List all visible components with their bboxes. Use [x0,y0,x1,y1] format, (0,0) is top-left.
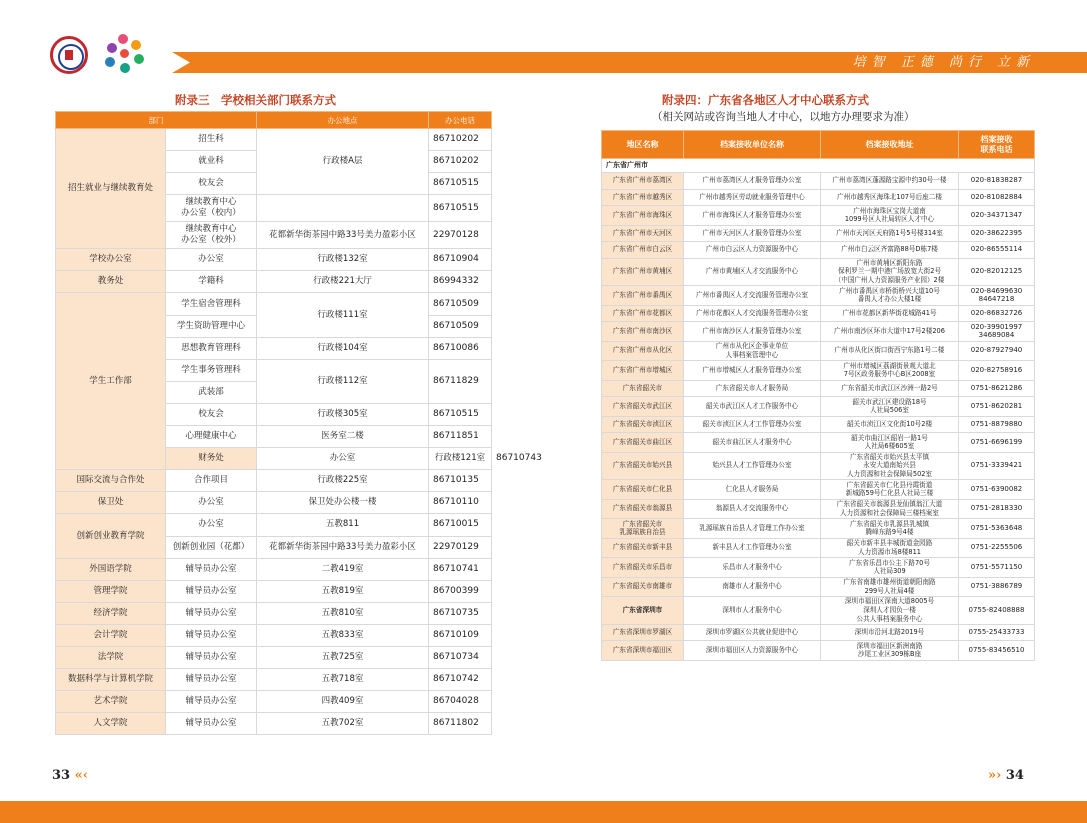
unit-cell: 新丰县人才工作管理办公室 [684,538,821,558]
unit-cell: 乐昌市人才服务中心 [684,558,821,578]
unit-cell: 韶关市武江区人才工作服务中心 [684,397,821,417]
phone-cell: 86704028 [429,691,492,713]
subdept-cell: 办公室 [166,249,257,271]
address-cell: 广州市荔湾区蓬源路宝源中约30号一楼 [821,173,959,190]
appendix3-title: 附录三 学校相关部门联系方式 [175,93,336,107]
unit-cell: 广州市越秀区劳动就业服务管理中心 [684,189,821,206]
address-cell: 广东省南雄市雄州街道朝阳南路 299号人社局4楼 [821,577,959,597]
unit-cell: 广州市从化区企事业单位 人事档案管理中心 [684,341,821,361]
phone-cell: 86710110 [429,492,492,514]
header-phone: 办公电话 [429,112,492,129]
location-cell: 二教419室 [257,558,429,580]
region-cell: 广东省韶关市新丰县 [602,538,684,558]
phone-cell: 22970129 [429,536,492,558]
unit-cell: 广州市海珠区人才服务管理办公室 [684,206,821,226]
phone-cell: 86710515 [429,195,492,222]
phone-cell: 0751-8621286 [959,380,1035,397]
table-row [602,322,1035,342]
dept-cell: 招生就业与继续教育处 [56,129,166,249]
header-dept: 部门 [56,112,257,129]
location-cell: 行政楼104室 [257,337,429,359]
subdept-cell: 就业科 [166,151,257,173]
dept-cell: 学生工作部 [56,293,166,470]
region-cell: 广东省韶关市乐昌市 [602,558,684,578]
address-cell: 广州市花都区新华街花城路41号 [821,305,959,322]
table-row [56,624,492,646]
subdept-cell: 心理健康中心 [166,426,257,448]
region-cell: 广东省深圳市福田区 [602,641,684,661]
unit-cell: 深圳市福田区人力资源服务中心 [684,641,821,661]
table-row [56,492,492,514]
phone-cell: 0755-82408888 [959,597,1035,625]
table-row [56,669,492,691]
dept-cell: 财务处 [166,448,257,470]
region-cell: 广东省广州市增城区 [602,361,684,381]
dept-cell: 数据科学与计算机学院 [56,669,166,691]
region-cell: 广东省韶关市南雄市 [602,577,684,597]
phone-cell: 86710202 [429,151,492,173]
table-row [602,206,1035,226]
address-cell: 广州市增城区荔湖街景观大道北 7号区政务服务中心B区2008室 [821,361,959,381]
location-cell: 保卫处办公楼一楼 [257,492,429,514]
table-row [56,129,492,151]
region-cell: 广东省韶关市 乳源瑶族自治县 [602,519,684,539]
region-cell: 广东省广州市从化区 [602,341,684,361]
colorful-people-logo [104,34,146,76]
phone-cell: 0751-5363648 [959,519,1035,539]
subdept-cell: 武装部 [166,381,257,403]
address-cell: 深圳市福田区深南大道8005号 深圳人才园负一楼 公共人事档案服务中心 [821,597,959,625]
table-row [602,577,1035,597]
region-cell: 广东省韶关市仁化县 [602,480,684,500]
table-row [602,242,1035,259]
region-cell: 广东省韶关市武江区 [602,397,684,417]
group-row [602,159,1035,173]
table-row [56,602,492,624]
unit-cell: 广州市荔湾区人才服务管理办公室 [684,173,821,190]
region-cell: 广东省广州市越秀区 [602,189,684,206]
subdept-cell: 办公室 [166,492,257,514]
header-address: 档案接收地址 [821,131,959,159]
table-row [602,433,1035,453]
phone-cell: 86710509 [429,315,492,337]
location-cell: 花都新华街茶园中路33号美力盈彩小区 [257,222,429,249]
subdept-cell: 思想教育管理科 [166,337,257,359]
phone-cell: 86710509 [429,293,492,315]
location-cell: 五教810室 [257,602,429,624]
address-cell: 广州市越秀区海珠北107号后座二楼 [821,189,959,206]
table-row [56,580,492,602]
table-row [56,293,492,315]
group-label: 广东省广州市 [602,159,1035,173]
phone-cell: 020-81838287 [959,173,1035,190]
unit-cell: 始兴县人才工作管理办公室 [684,452,821,480]
unit-cell: 韶关市浈江区人才工作管理办公室 [684,416,821,433]
table-row [602,286,1035,306]
phone-cell: 0751-6696199 [959,433,1035,453]
unit-cell: 翁源县人才交流服务中心 [684,499,821,519]
header-unit: 档案接收单位名称 [684,131,821,159]
department-contacts-table [55,111,542,735]
school-motto: 培智 正德 尚行 立新 [852,55,1035,70]
dept-cell: 学校办公室 [56,249,166,271]
address-cell: 深圳市沿河北路2019号 [821,624,959,641]
phone-cell: 22970128 [429,222,492,249]
table-row [602,519,1035,539]
region-cell: 广东省广州市南沙区 [602,322,684,342]
table-row [602,558,1035,578]
right-page-number-text: 34 [1005,768,1024,783]
phone-cell: 86710109 [429,624,492,646]
phone-cell: 020-82758916 [959,361,1035,381]
address-cell: 韶关市武江区建设路18号 人社局506室 [821,397,959,417]
phone-cell: 86710735 [429,602,492,624]
subdept-cell: 辅导员办公室 [166,580,257,602]
table-header-row [56,112,492,129]
header-contact: 档案接收 联系电话 [959,131,1035,159]
address-cell: 深圳市福田区新洲南路 沙尾工业区309栋B座 [821,641,959,661]
phone-cell: 0751-5571150 [959,558,1035,578]
phone-cell: 86710202 [429,129,492,151]
location-cell: 五教702室 [257,713,429,735]
address-cell: 韶关市新丰县丰城街道金园路 人力资源市场8楼811 [821,538,959,558]
subdept-cell: 辅导员办公室 [166,646,257,668]
unit-cell: 仁化县人才服务局 [684,480,821,500]
phone-cell: 86711802 [429,713,492,735]
table-row [56,470,492,492]
unit-cell: 广州市增城区人才服务管理办公室 [684,361,821,381]
table-row [56,249,492,271]
table-row [602,499,1035,519]
unit-cell: 广州市白云区人力资源服务中心 [684,242,821,259]
phone-cell: 0751-3339421 [959,452,1035,480]
right-chevron-icon: »› [988,768,1002,783]
address-cell: 韶关市浈江区文化街10号2楼 [821,416,959,433]
footer-orange-bar [0,801,1087,823]
location-cell: 五教819室 [257,580,429,602]
table-row [602,361,1035,381]
subdept-cell: 合作项目 [166,470,257,492]
location-cell: 四教409室 [257,691,429,713]
address-cell: 广州市天河区天府路1号5号楼314室 [821,225,959,242]
table-row [602,416,1035,433]
address-cell: 广州市南沙区环市大道中17号2楼206 [821,322,959,342]
unit-cell: 乳源瑶族自治县人才管理工作办公室 [684,519,821,539]
subdept-cell: 招生科 [166,129,257,151]
location-cell: 五教718室 [257,669,429,691]
region-cell: 广东省深圳市罗湖区 [602,624,684,641]
phone-cell: 020-87927940 [959,341,1035,361]
subdept-cell: 继续教育中心 办公室（校外） [166,222,257,249]
table-row [602,397,1035,417]
table-row [602,538,1035,558]
address-cell: 韶关市曲江区韶岩一路1号 人社局6楼605室 [821,433,959,453]
region-cell: 广东省广州市黄埔区 [602,258,684,286]
left-page-number-text: 33 [52,768,71,783]
subdept-cell: 办公室 [166,514,257,536]
unit-cell: 广州市花都区人才交流服务管理办公室 [684,305,821,322]
table-row [56,713,492,735]
dept-cell: 人文学院 [56,713,166,735]
region-cell: 广东省韶关市 [602,380,684,397]
region-cell: 广东省深圳市 [602,597,684,625]
phone-cell: 0751-3886789 [959,577,1035,597]
phone-cell: 86710904 [429,249,492,271]
subdept-cell: 学籍科 [166,271,257,293]
dept-cell: 教务处 [56,271,166,293]
dept-cell: 创新创业教育学院 [56,514,166,558]
dept-cell: 外国语学院 [56,558,166,580]
dept-cell: 经济学院 [56,602,166,624]
region-cell: 广东省韶关市翁源县 [602,499,684,519]
phone-cell: 020-86832726 [959,305,1035,322]
table-row [602,641,1035,661]
phone-cell: 86710515 [429,173,492,195]
phone-cell: 86711829 [429,359,492,403]
unit-cell: 深圳市罗湖区公共就业促进中心 [684,624,821,641]
phone-cell: 020-39901997 34689084 [959,322,1035,342]
table-row [56,646,492,668]
phone-cell: 0751-2255506 [959,538,1035,558]
table-row [602,305,1035,322]
university-seal-logo [50,36,88,74]
phone-cell: 0751-8620281 [959,397,1035,417]
page-header [0,0,1087,86]
dept-cell: 艺术学院 [56,691,166,713]
talent-center-contacts-table [601,130,1035,661]
phone-cell: 020-38622395 [959,225,1035,242]
location-cell: 行政楼132室 [257,249,429,271]
table-row [602,341,1035,361]
location-cell: 五教811 [257,514,429,536]
address-cell: 广州市白云区齐富路88号D栋7楼 [821,242,959,259]
address-cell: 广州市黄埔区新阳东路 保利罗兰一期中港广场放宽大街2号 （中国广州人力资源服务产业园）2楼 [821,258,959,286]
phone-cell: 86710515 [429,403,492,425]
subdept-cell: 办公室 [257,448,429,470]
location-cell: 花都新华街茶园中路33号美力盈彩小区 [257,536,429,558]
subdept-cell: 辅导员办公室 [166,691,257,713]
phone-cell: 0755-83456510 [959,641,1035,661]
subdept-cell: 学生资助管理中心 [166,315,257,337]
address-cell: 广东省韶关市翁源县龙仙镇翁江大道 人力资源和社会保障局三楼档案室 [821,499,959,519]
address-cell: 广州市番禺区市桥街桥兴大道10号 番禺人才办公大楼1楼 [821,286,959,306]
table-row [602,452,1035,480]
location-cell: 五教725室 [257,646,429,668]
table-row [56,271,492,293]
table-row [602,173,1035,190]
table-row [602,624,1035,641]
unit-cell: 广州市天河区人才服务管理办公室 [684,225,821,242]
location-cell: 行政楼121室 [429,448,492,470]
phone-cell: 86710135 [429,470,492,492]
region-cell: 广东省广州市荔湾区 [602,173,684,190]
table-row [602,480,1035,500]
subdept-cell: 创新创业园（花都） [166,536,257,558]
location-cell: 五教833室 [257,624,429,646]
region-cell: 广东省韶关市曲江区 [602,433,684,453]
table-row [56,691,492,713]
phone-cell: 0751-6390082 [959,480,1035,500]
table-row [602,258,1035,286]
region-cell: 广东省广州市白云区 [602,242,684,259]
dept-cell: 国际交流与合作处 [56,470,166,492]
dept-cell: 会计学院 [56,624,166,646]
table-row [602,597,1035,625]
table-row [56,514,492,536]
phone-cell: 020-34371347 [959,206,1035,226]
dept-cell: 保卫处 [56,492,166,514]
appendix4-title: 附录四：广东省各地区人才中心联系方式 [662,93,869,107]
table-row [602,189,1035,206]
phone-cell: 0751-2818330 [959,499,1035,519]
subdept-cell: 辅导员办公室 [166,602,257,624]
location-cell: 行政楼112室 [257,359,429,403]
unit-cell: 广州市黄埔区人才交流服务中心 [684,258,821,286]
location-cell [257,195,429,222]
right-page-number [988,768,1024,783]
address-cell: 广东省韶关市乳源县乳城镇 腾峰东路9号4楼 [821,519,959,539]
address-cell: 广州市海珠区宝岗大道南 1099号区人社局转区人才中心 [821,206,959,226]
subdept-cell: 学生事务管理科 [166,359,257,381]
location-cell: 行政楼221大厅 [257,271,429,293]
region-cell: 广东省广州市天河区 [602,225,684,242]
left-page-number [52,768,88,783]
unit-cell: 广州市南沙区人才服务管理办公室 [684,322,821,342]
table-row: 财务处 办公室 行政楼121室 86710743 [56,448,492,470]
location-cell: 行政楼225室 [257,470,429,492]
table-row [602,380,1035,397]
header-region: 地区名称 [602,131,684,159]
phone-cell: 0755-25433733 [959,624,1035,641]
region-cell: 广东省广州市海珠区 [602,206,684,226]
subdept-cell: 辅导员办公室 [166,669,257,691]
location-cell: 行政楼305室 [257,403,429,425]
unit-cell: 韶关市曲江区人才服务中心 [684,433,821,453]
dept-cell: 法学院 [56,646,166,668]
unit-cell: 广州市番禺区人才交流服务管理办公室 [684,286,821,306]
phone-cell: 86994332 [429,271,492,293]
region-cell: 广东省广州市番禺区 [602,286,684,306]
phone-cell: 86710015 [429,514,492,536]
subdept-cell: 辅导员办公室 [166,713,257,735]
location-cell: 行政楼A层 [257,129,429,195]
address-cell: 广州市从化区街口街西宁东路1号二楼 [821,341,959,361]
subdept-cell: 继续教育中心 办公室（校内） [166,195,257,222]
phone-cell: 86710742 [429,669,492,691]
phone-cell: 020-84699630 84647218 [959,286,1035,306]
unit-cell: 南雄市人才服务中心 [684,577,821,597]
phone-cell: 86711851 [429,426,492,448]
address-cell: 广东省韶关市武江区沙洲一路2号 [821,380,959,397]
address-cell: 广东省韶关市始兴县太平镇 永安大道南始兴县 人力资源和社会保障局502室 [821,452,959,480]
subdept-cell: 辅导员办公室 [166,558,257,580]
unit-cell: 广东省韶关市人才服务局 [684,380,821,397]
table-row [602,225,1035,242]
table-row [56,558,492,580]
unit-cell: 深圳市人才服务中心 [684,597,821,625]
subdept-cell: 辅导员办公室 [166,624,257,646]
phone-cell: 020-81082884 [959,189,1035,206]
phone-cell: 86710086 [429,337,492,359]
phone-cell: 020-86555114 [959,242,1035,259]
header-location: 办公地点 [257,112,429,129]
region-cell: 广东省韶关市浈江区 [602,416,684,433]
phone-cell: 020-82012125 [959,258,1035,286]
phone-cell: 86710741 [429,558,492,580]
phone-cell: 0751-8879880 [959,416,1035,433]
region-cell: 广东省广州市花都区 [602,305,684,322]
address-cell: 广东省韶关市仁化县丹霞街道 新城路59号仁化县人社局三楼 [821,480,959,500]
phone-cell: 86700399 [429,580,492,602]
subdept-cell: 校友会 [166,403,257,425]
location-cell: 医务室二楼 [257,426,429,448]
region-cell: 广东省韶关市始兴县 [602,452,684,480]
left-chevron-icon: «‹ [74,768,88,783]
location-cell: 行政楼111室 [257,293,429,337]
appendix4-subtitle: （相关网站或咨询当地人才中心，以地方办理要求为准） [652,111,915,123]
subdept-cell: 学生宿舍管理科 [166,293,257,315]
phone-cell: 86710734 [429,646,492,668]
table-header-row [602,131,1035,159]
subdept-cell: 校友会 [166,173,257,195]
address-cell: 广东省乐昌市公主下路70号 人社局309 [821,558,959,578]
dept-cell: 管理学院 [56,580,166,602]
